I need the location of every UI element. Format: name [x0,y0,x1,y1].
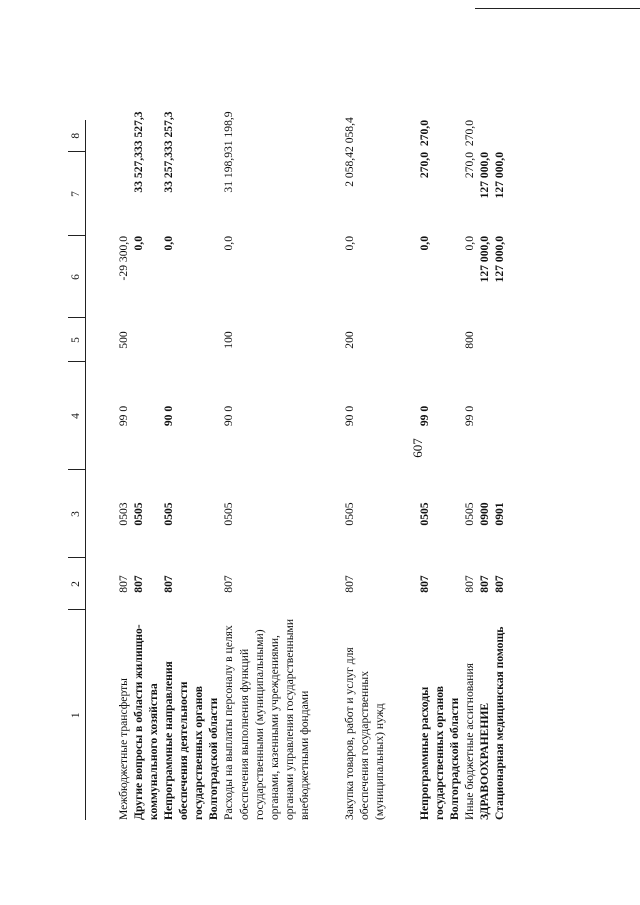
column-header-5: 5 [68,318,86,362]
cell-col-8 [492,120,507,152]
row-name: Расходы на выплаты персоналу в целях обеспечения выполнения функций государственными (муниципальными) органами, казенными учреждениями, органами управления государственными внебюджетными фондами [222,618,311,820]
cell-col-2: 807 [463,575,477,593]
cell-col-2: 807 [493,575,507,593]
cell-col-5 [477,318,492,362]
cell-col-3: 0505 [132,502,146,526]
cell-col-3: 0505 [222,502,236,526]
cell-col-7: 270,0 [418,152,431,179]
column-header-2: 2 [68,558,86,610]
cell-col-7: 127 000,0 [478,152,492,199]
cell-col-3: 0900 [478,502,492,526]
header-spacer [86,120,117,820]
cell-col-7: 127 000,0 [493,152,507,199]
cell-col-8: 270,0 [418,120,431,147]
cell-col-4 [492,362,507,470]
column-header-3: 3 [68,470,86,558]
cell-col-6: 127 000,0 [493,236,507,283]
cell-col-8 [116,120,131,152]
column-header-1: 1 [68,610,86,820]
cell-col-4: 90 0 [342,405,356,427]
row-name: Непрограммные расходы государственных органов Волгоградской области [418,685,462,820]
row-spacer [312,120,342,820]
cell-col-7: 2 058,4 [342,152,356,187]
table-row [417,120,462,820]
cell-col-8: 2 058,4 [342,117,356,152]
cell-col-6: 0,0 [162,236,176,251]
column-header-7: 7 [68,152,86,236]
cell-col-3: 0505 [418,502,431,526]
table-row [131,120,161,820]
row-name: Другие вопросы в области жилищно-коммунального хозяйства [132,624,161,820]
rotated-table-container [68,111,623,820]
row-name: Межбюджетные трансферты [117,678,130,820]
row-name: Иные бюджетные ассигнования [463,663,477,820]
cell-col-4: 90 0 [162,405,176,427]
cell-col-7: 33 257,3 [162,152,176,193]
cell-col-6: 0,0 [342,236,356,251]
table-row [116,120,131,820]
cell-col-6: 0,0 [222,236,236,251]
cell-col-5 [492,318,507,362]
table-header-row [68,120,86,820]
cell-col-4 [131,362,161,470]
cell-col-4 [477,362,492,470]
cell-col-6: 127 000,0 [478,236,492,283]
cell-col-3: 0505 [162,502,176,526]
table-row [342,120,387,820]
cell-col-4: 99 0 [117,405,130,427]
cell-col-2: 807 [222,575,236,593]
cell-col-5: 200 [342,331,356,349]
cell-col-2: 807 [132,575,146,593]
column-header-8: 8 [68,120,86,152]
table-row [492,120,507,820]
cell-col-2: 807 [342,575,356,593]
cell-col-7: 33 527,3 [132,152,146,193]
cell-col-3: 0505 [463,502,477,526]
cell-col-5 [161,318,221,362]
cell-col-6: -29 300,0 [117,236,130,281]
row-name: Непрограммные направления обеспечения деятельности государственных органов Волгоградской области [162,661,221,820]
row-name: Стационарная медицинская помощь [493,626,507,820]
cell-col-6: 0,0 [418,236,431,251]
cell-col-4: 90 0 [222,405,236,427]
column-header-4: 4 [68,362,86,470]
cell-col-5: 500 [117,331,130,349]
cell-col-8: 270,0 [463,120,477,147]
cell-col-6: 0,0 [463,236,477,251]
budget-table [68,111,507,820]
table-row [161,120,221,820]
cell-col-7 [116,152,131,236]
table-row [221,120,311,820]
table-row [477,120,492,820]
cell-col-8: 31 198,9 [222,111,236,152]
scan-edge-line [475,8,640,9]
cell-col-8: 33 527,3 [132,111,146,152]
cell-col-2: 807 [418,575,431,593]
cell-col-5 [417,318,462,362]
cell-col-2: 807 [117,575,130,593]
page-number: 607 [410,438,425,458]
cell-col-5: 800 [463,331,477,349]
cell-col-3: 0901 [493,502,507,526]
cell-col-8: 33 257,3 [162,111,176,152]
cell-col-7: 270,0 [463,152,477,179]
cell-col-3: 0505 [342,502,356,526]
cell-col-2: 807 [478,575,492,593]
cell-col-4: 99 0 [463,405,477,427]
cell-col-2: 807 [162,575,176,593]
cell-col-5 [131,318,161,362]
cell-col-5: 100 [222,331,236,349]
cell-col-6: 0,0 [132,236,146,251]
row-name: Закупка товаров, работ и услуг для обеспечения государственных (муниципальных) нужд [342,647,386,820]
cell-col-7: 31 198,9 [222,152,236,193]
column-header-6: 6 [68,236,86,318]
row-spacer [387,120,417,820]
table-row [462,120,477,820]
cell-col-4: 99 0 [418,405,431,427]
row-name: ЗДРАВООХРАНЕНИЕ [478,702,492,820]
cell-col-8 [477,120,492,152]
cell-col-3: 0503 [117,502,130,526]
